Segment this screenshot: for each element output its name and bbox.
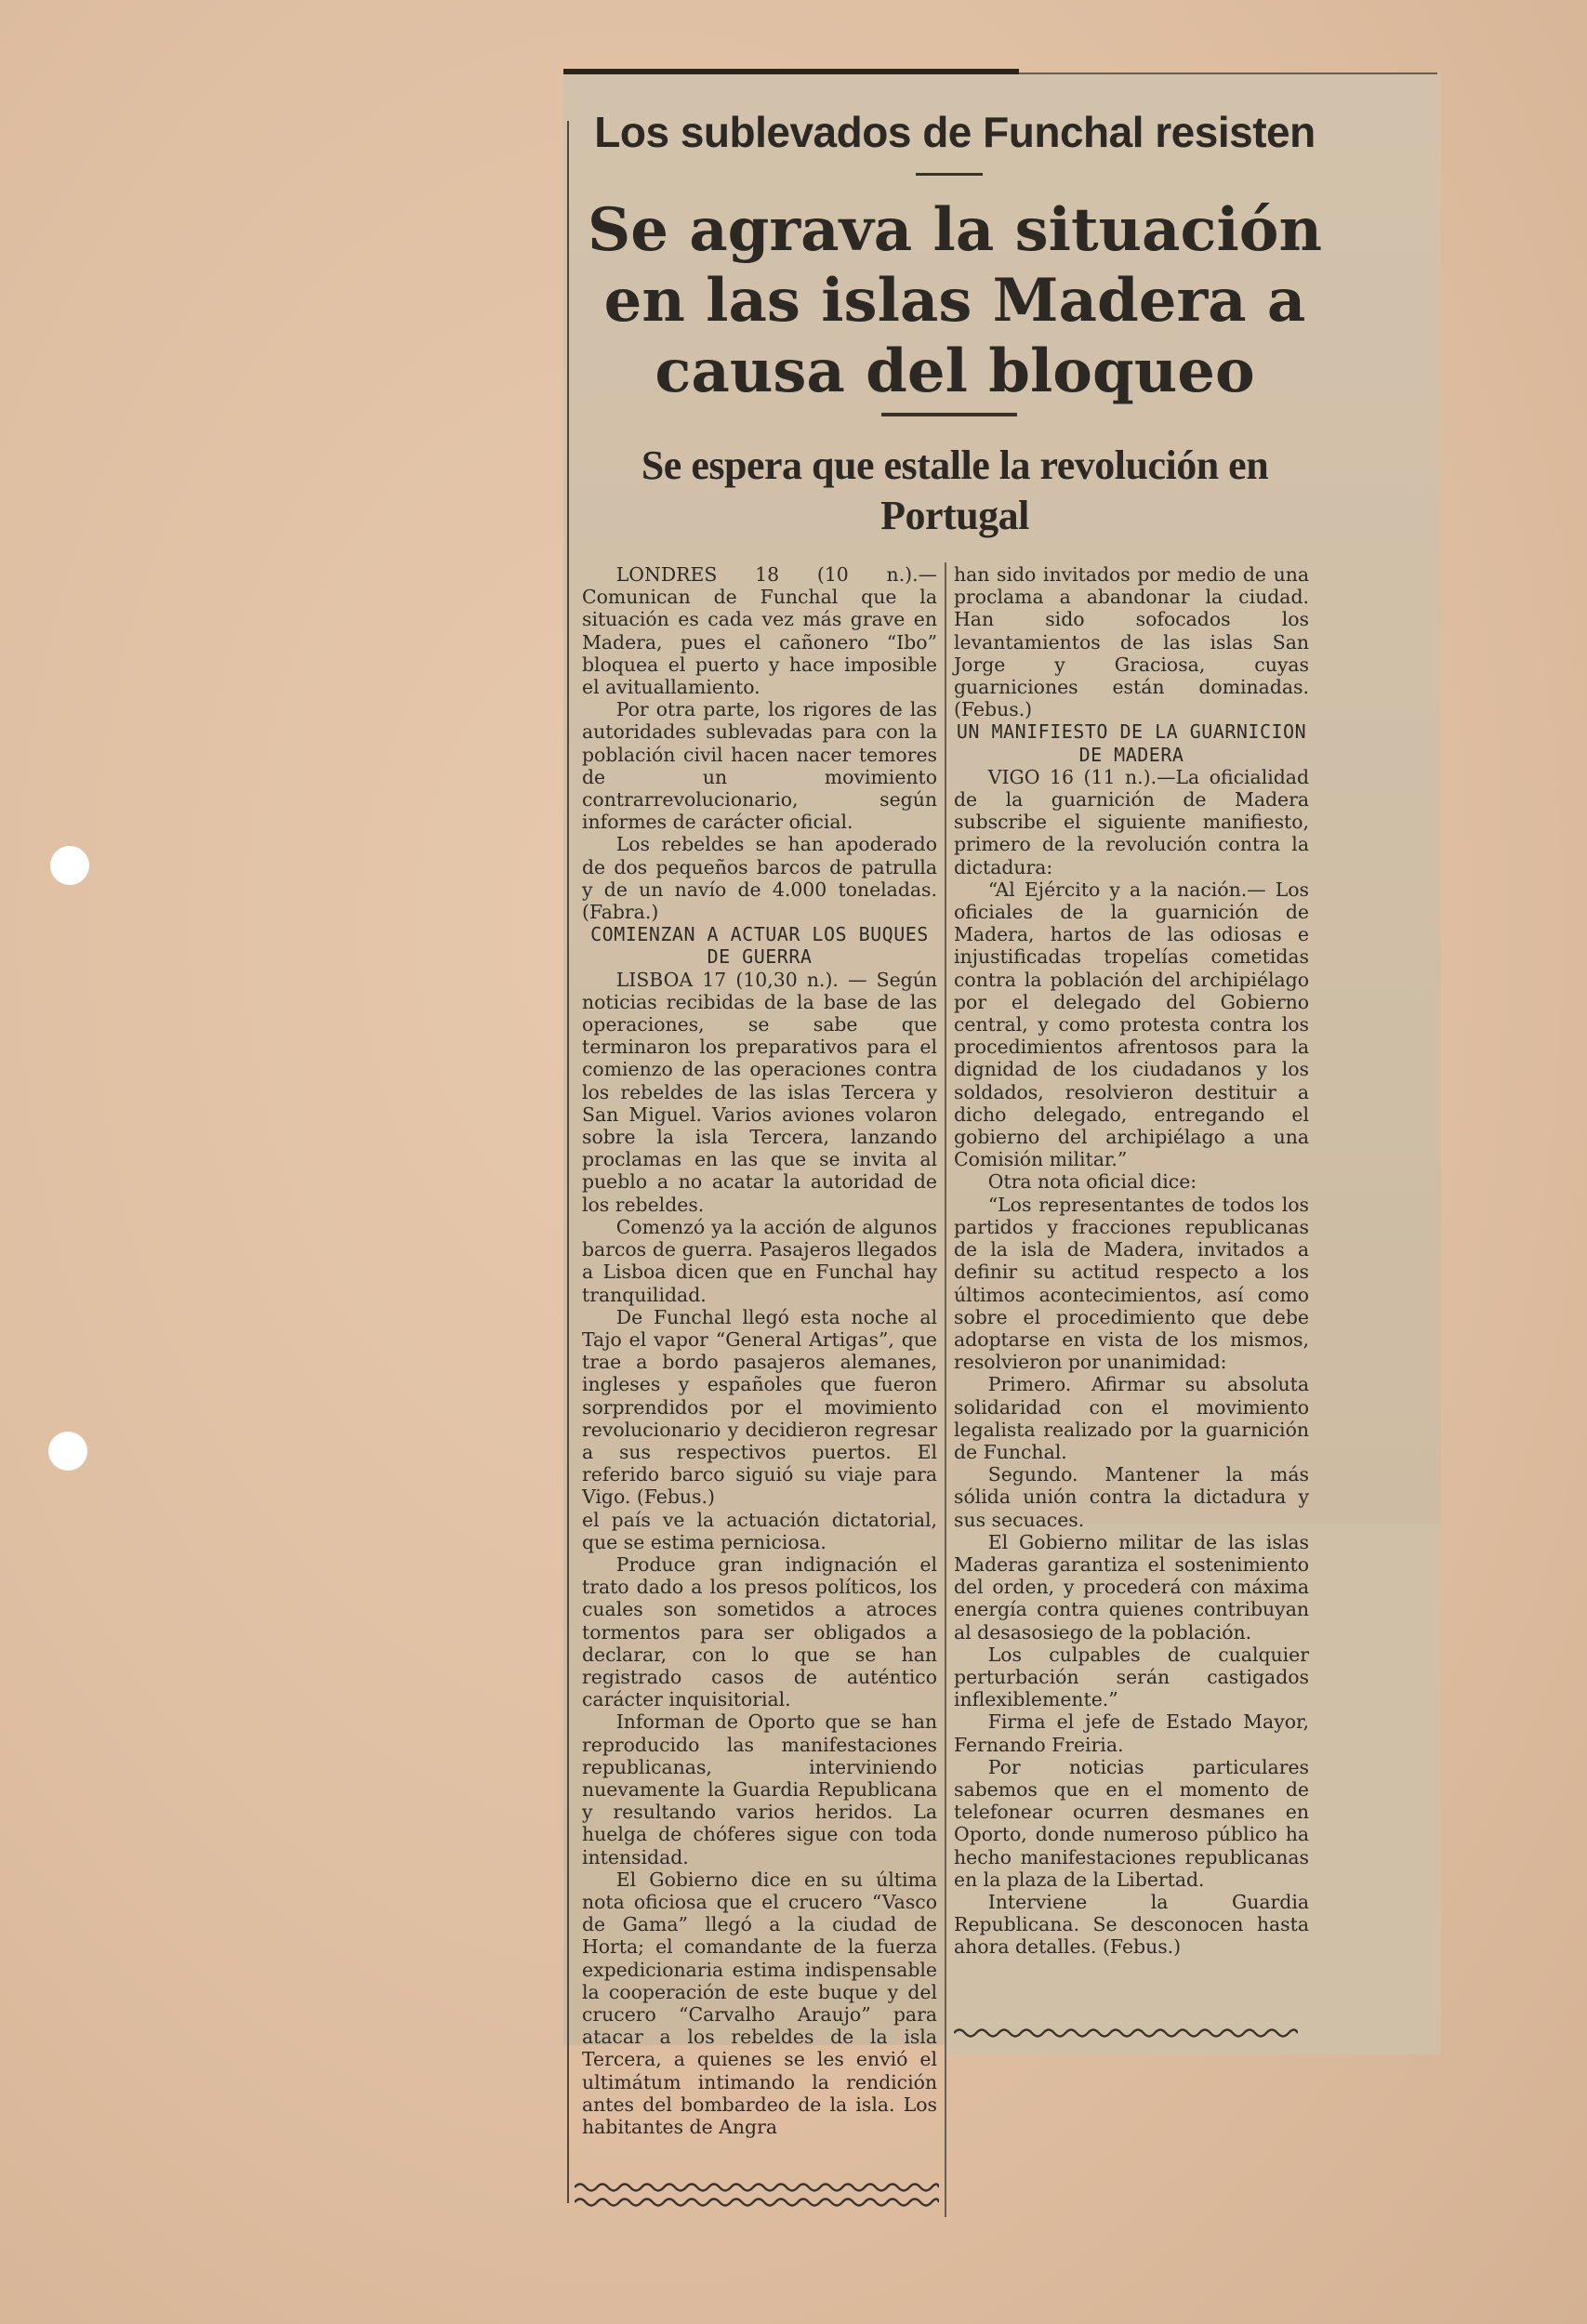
deck-headline: Se espera que estalle la revolución en Portugal [641,442,1269,538]
paragraph: VIGO 16 (11 n.).—La oficialidad de la guarnición de Madera subscribe el siguiente manifiesto, primero de la revolución contra la dictadura: [954,765,1309,878]
paragraph: Firma el jefe de Estado Mayor, Fernando Freiria. [954,1710,1309,1756]
paragraph: Comenzó ya la acción de algunos barcos de guerra. Pasajeros llegados a Lisboa dicen que en Funchal hay tranquilidad. [582,1215,937,1306]
main-headline: Se agrava la situación en las islas Madera a causa del bloqueo [587,195,1323,406]
paragraph: Los culpables de cualquier perturbación serán castigados inflexiblemente.” [954,1643,1309,1711]
paragraph: han sido invitados por medio de una proclama a abandonar la ciudad. Han sido sofocados los levantamientos de las islas San Jorge y Graciosa, cuyas guarniciones están dominadas. (Febus.) [954,563,1309,721]
article-column-1 [582,563,937,2138]
subheading: UN MANIFIESTO DE LA GUARNICION DE MADERA [956,720,1307,766]
paragraph: Produce gran indignación el trato dado a los presos políticos, los cuales son sometidos a atroces tormentos para ser obligados a declarar, con lo que se han registrado casos de auténtico carácter inquisitorial. [582,1552,937,1711]
paragraph: Por noticias particulares sabemos que en el momento de telefonear ocurren desmanes en Oporto, donde numeroso público ha hecho manifestaciones republicanas en la plaza de la Libertad. [954,1755,1309,1891]
paragraph: Primero. Afirmar su absoluta solidaridad con el movimiento legalista realizado por la guarnición de Funchal. [954,1373,1309,1463]
paragraph: Los rebeldes se han apoderado de dos pequeños barcos de patrulla y de un navío de 4.000 toneladas. (Fabra.) [582,833,937,924]
paragraph: Informan de Oporto que se han reproducido las manifestaciones republicanas, interviniendo nuevamente la Guardia Republicana y resultando varios heridos. La huelga de chóferes sigue con toda intensidad. [582,1710,937,1868]
paragraph: “Los representantes de todos los partidos y fracciones republicanas de la isla de Madera, invitados a definir su actitud respecto a los últimos acontecimientos, así como sobre el procedimiento que debe adoptarse en vista de los mismos, resolvieron por unanimidad: [954,1193,1309,1374]
paragraph: El Gobierno militar de las islas Maderas garantiza el sostenimiento del orden, y procederá con máxima energía contra quienes contribuyan al desasosiego de la población. [954,1530,1309,1644]
punch-hole-top [50,846,89,885]
column-1-end-wave-2 [575,2196,939,2209]
paragraph: De Funchal llegó esta noche al Tajo el vapor “General Artigas”, que trae a bordo pasajeros alemanes, ingleses y españoles que fueron sorprendidos por el movimiento revolucionario y decidieron regresar a sus respectivos puertos. El referido barco siguió su viaje para Vigo. (Febus.) [582,1305,937,1509]
article-column-2 [954,563,1309,1959]
top-rule [563,69,1019,74]
headline-separator-2 [881,413,1017,416]
kicker-headline: Los sublevados de Funchal resisten [594,108,1316,156]
paragraph: LISBOA 17 (10,30 n.). — Según noticias recibidas de la base de las operaciones, se sabe que terminaron los preparativos para el comienzo de las operaciones contra los rebeldes de las islas Tercera y San Miguel. Varios aviones volaron sobre la isla Tercera, lanzando proclamas en las que se invita al pueblo a no acatar la autoridad de los rebeldes. [582,968,937,1216]
paragraph: “Al Ejército y a la nación.— Los oficiales de la guarnición de Madera, hartos de las odiosas e injustificadas tropelías cometidas contra la población del archipiélago por el delegado del Gobierno central, y como protesta contra los procedimientos afrentosos para la dignidad de los ciudadanos y los soldados, resolvieron destituir a dicho delegado, entregando el gobierno del archipiélago a una Comisión militar.” [954,878,1309,1171]
left-column-rule [567,121,569,2203]
column-divider [945,562,946,2217]
column-2-end-wave [954,2027,1298,2040]
paragraph: el país ve la actuación dictatorial, que se estima perniciosa. [582,1508,937,1553]
paragraph: El Gobierno dice en su última nota oficiosa que el crucero “Vasco de Gama” llegó a la ciudad de Horta; el comandante de la fuerza expedicionaria estima indispensable la cooperación de este buque y del crucero “Carvalho Araujo” para atacar a los rebeldes de la isla Tercera, a quienes se les envió el ultimátum intimando la rendición antes del bombardeo de la isla. Los habitantes de Angra [582,1868,937,2139]
paragraph: Segundo. Mantener la más sólida unión contra la dictadura y sus secuaces. [954,1463,1309,1531]
paragraph: Interviene la Guardia Republicana. Se desconocen hasta ahora detalles. (Febus.) [954,1890,1309,1959]
subheading: COMIENZAN A ACTUAR LOS BUQUES DE GUERRA [590,923,929,969]
paragraph: Por otra parte, los rigores de las autoridades sublevadas para con la población civil hacen nacer temores de un movimiento contrarrevolucionario, según informes de carácter oficial. [582,698,937,834]
column-1-end-wave [575,2181,939,2194]
top-rule-thin [1019,73,1437,74]
paragraph: Otra nota oficial dice: [987,1170,1197,1194]
punch-hole-bottom [48,1432,87,1471]
headline-separator-1 [916,173,983,176]
paragraph: LONDRES 18 (10 n.).—Comunican de Funchal que la situación es cada vez más grave en Madera, pues el cañonero “Ibo” bloquea el puerto y hace imposible el avituallamiento. [582,563,937,699]
